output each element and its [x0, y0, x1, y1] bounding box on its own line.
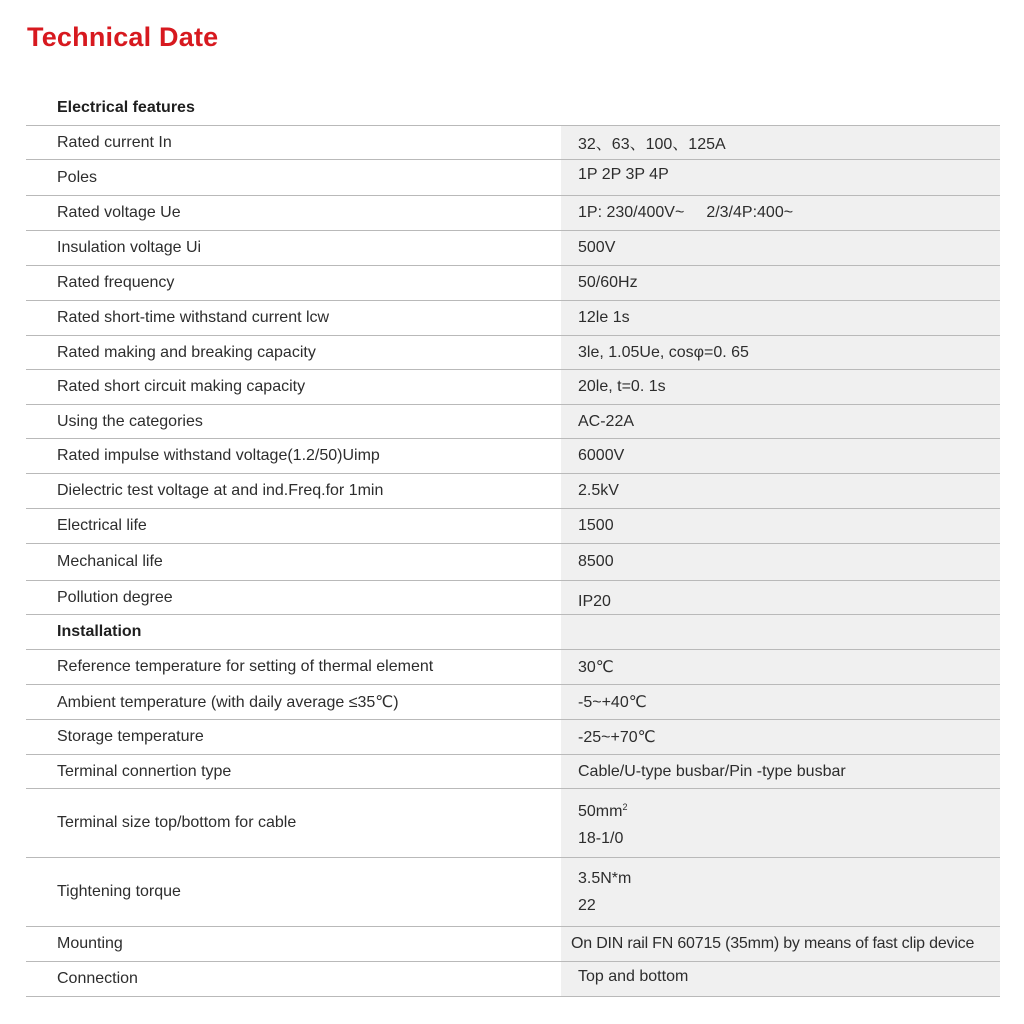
row-value: 12le 1s [561, 301, 1000, 335]
section-header-electrical [26, 91, 1000, 126]
row-label: Rated voltage Ue [57, 204, 181, 221]
table-row [26, 858, 1000, 927]
page-title: Technical Date [27, 22, 219, 52]
row-value: On DIN rail FN 60715 (35mm) by means of fast clip device [561, 927, 1000, 961]
table-row [26, 962, 1000, 997]
row-value: 8500 [561, 544, 1000, 580]
row-value-multipole: 2/3/4P:400~ [706, 204, 794, 221]
table-row [26, 160, 1000, 196]
row-label: Electrical life [57, 517, 147, 534]
row-value [561, 858, 1000, 926]
row-value-line: 22 [578, 897, 596, 914]
row-label: Dielectric test voltage at and ind.Freq.for 1min [57, 482, 384, 499]
row-value-line: 18-1/0 [578, 830, 624, 847]
row-label: Rated frequency [57, 274, 175, 291]
row-value: -25~+70℃ [561, 720, 1000, 754]
row-label: Rated making and breaking capacity [57, 343, 316, 361]
row-label: Ambient temperature (with daily average ≤35℃) [57, 694, 399, 711]
table-row [26, 196, 1000, 231]
row-label: Terminal size top/bottom for cable [57, 814, 297, 831]
row-value: IP20 [561, 581, 1000, 614]
table-row [26, 336, 1000, 370]
table-row [26, 266, 1000, 301]
row-label: Poles [57, 168, 98, 186]
row-value [561, 789, 1000, 857]
row-label: Tightening torque [57, 883, 181, 900]
table-row [26, 370, 1000, 405]
table-row [26, 581, 1000, 615]
row-value: Cable/U-type busbar/Pin -type busbar [561, 755, 1000, 788]
row-value [561, 196, 1000, 230]
table-row [26, 405, 1000, 439]
row-value: 1500 [561, 509, 1000, 543]
table-row [26, 509, 1000, 544]
row-label: Pollution degree [57, 588, 173, 606]
table-row [26, 789, 1000, 858]
row-value: 6000V [561, 439, 1000, 473]
row-label: Mounting [57, 935, 123, 952]
row-value: 50/60Hz [561, 266, 1000, 300]
row-label: Rated short circuit making capacity [57, 378, 306, 395]
table-row [26, 301, 1000, 336]
table-row [26, 927, 1000, 962]
row-label: Terminal connertion type [57, 762, 232, 780]
row-value-line: 3.5N*m [578, 870, 632, 887]
table-row [26, 720, 1000, 755]
table-row [26, 755, 1000, 789]
table-row [26, 474, 1000, 509]
section-heading: Electrical features [57, 99, 195, 116]
row-label: Rated current In [57, 133, 172, 151]
row-label: Using the categories [57, 412, 203, 430]
row-value-line: $50mm^2$ [578, 802, 628, 820]
table-row [26, 544, 1000, 581]
row-value: 3le, 1.05Ue, cosφ=0. 65 [561, 336, 1000, 369]
section-heading: Installation [57, 623, 142, 640]
row-label: Insulation voltage Ui [57, 239, 202, 256]
row-label: Storage temperature [57, 728, 204, 745]
row-label: Connection [57, 970, 138, 987]
row-value: 30℃ [561, 650, 1000, 684]
row-value: AC-22A [561, 405, 1000, 438]
row-value: 2.5kV [561, 474, 1000, 508]
row-value: Top and bottom [561, 962, 1000, 996]
row-value: 32、63、100、125A [561, 126, 1000, 159]
table-row [26, 231, 1000, 266]
table-row [26, 439, 1000, 474]
section-header-installation [26, 615, 1000, 650]
row-value-1p: 1P: 230/400V~ [578, 204, 685, 221]
row-label: Rated short-time withstand current lcw [57, 309, 330, 326]
table-row [26, 685, 1000, 720]
row-value: 1P 2P 3P 4P [561, 160, 1000, 195]
row-label: Rated impulse withstand voltage(1.2/50)Uimp [57, 447, 380, 464]
row-value: 500V [561, 231, 1000, 265]
spec-table [26, 91, 1000, 997]
row-value: 20le, t=0. 1s [561, 370, 1000, 404]
table-row [26, 650, 1000, 685]
row-label: Mechanical life [57, 553, 163, 570]
row-value: -5~+40℃ [561, 685, 1000, 719]
row-label: Reference temperature for setting of thermal element [57, 658, 434, 675]
table-row [26, 126, 1000, 160]
